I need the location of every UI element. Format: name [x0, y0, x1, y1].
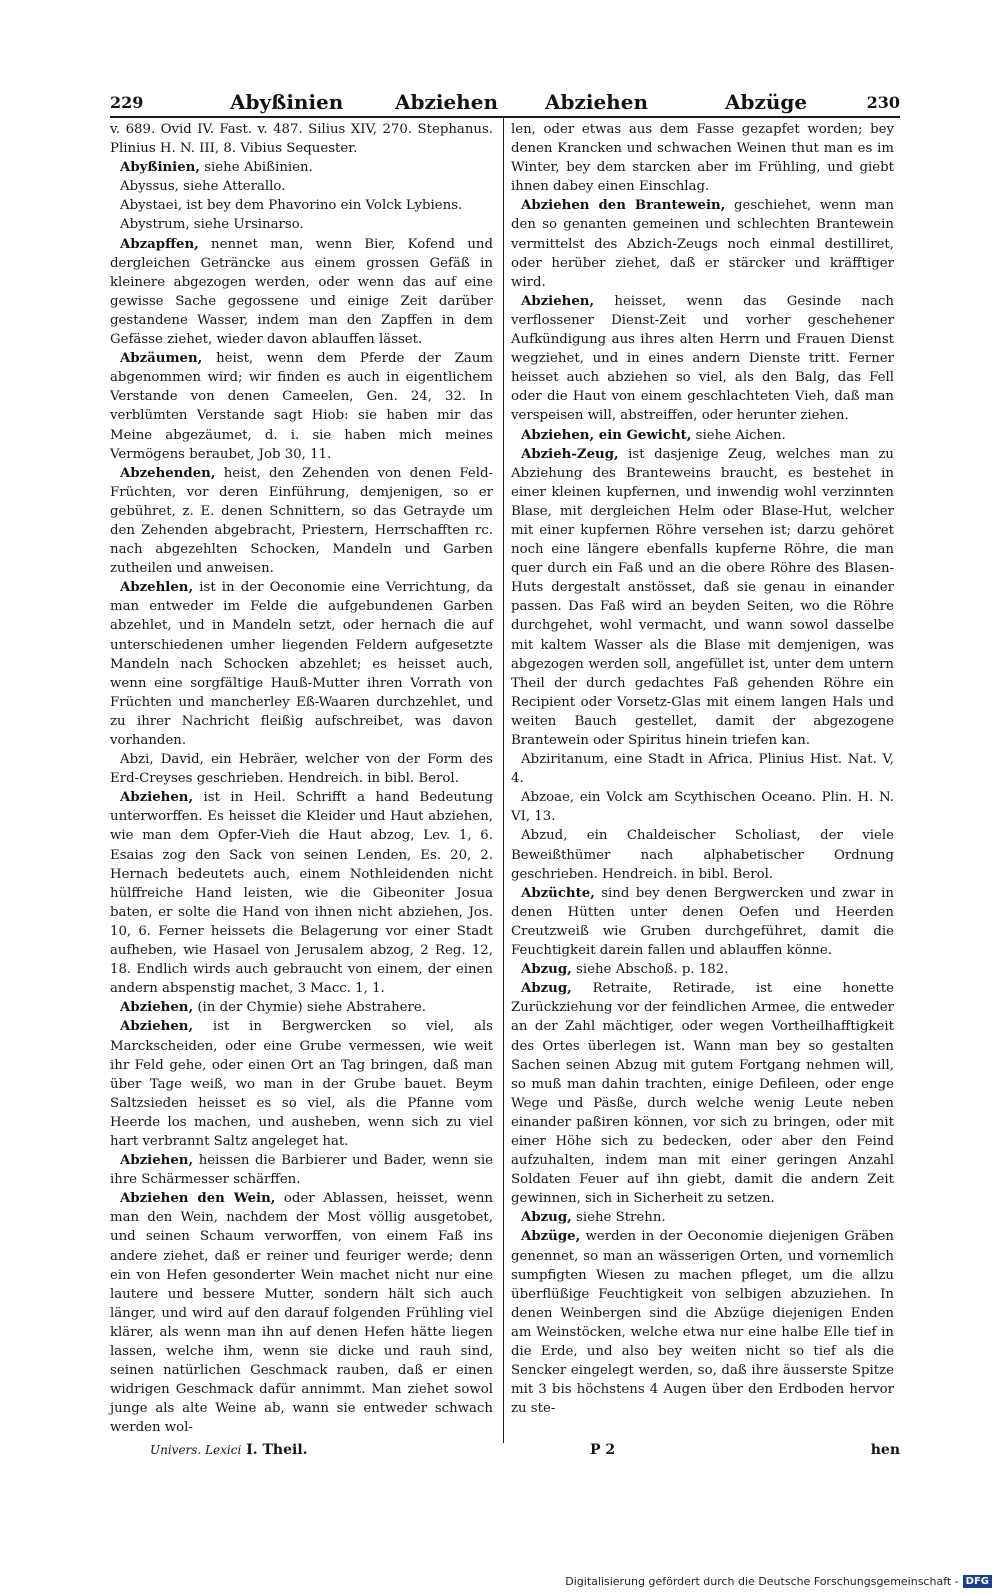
entry-paragraph — [110, 120, 493, 158]
entry-text: nennet man, wenn Bier, Kofend und dergleichen Geträncke aus einem grossen Gefäß in kleinere abgezogen werden, oder wenn das auf eine gewisse Sache gegossene und einige Zeit darüber gestandene Wasser, indem man den Zapffen in dem Gefässe ziehet, wieder davon ablauffen lässet. — [110, 236, 493, 348]
signature-italic: Univers. Lexici — [150, 1443, 242, 1457]
signature-volume: I. Theil. — [246, 1442, 308, 1458]
entry-lemma: Abzug, — [521, 981, 572, 997]
digitization-footer — [565, 1575, 992, 1588]
header-word-3: Abziehen — [545, 90, 648, 114]
entry-text: siehe Abschoß. p. 182. — [571, 962, 729, 978]
right-column — [511, 120, 894, 1418]
entry-text: heist, wenn dem Pferde der Zaum abgenommen wird; wir finden es auch in eigentlichem Verstande von denen Cameelen, Gen. 24, 32. In verblümten Verstande sagt Hiob: sie haben mir das Meine abgezäumet, d. i. sie haben mich meines Vermögens beraubet, Job 30, 11. — [110, 351, 493, 462]
entry-paragraph — [511, 788, 894, 826]
entry-paragraph — [110, 235, 493, 350]
entry-lemma: Abzehlen, — [120, 580, 194, 596]
header-word-2: Abziehen — [395, 90, 498, 114]
entry-paragraph — [511, 426, 894, 445]
entry-text: Retraite, Retirade, ist eine honette Zurückziehung vor der feindlichen Armee, die entweder an der Zahl mächtiger, oder wegen Vortheilhafftigkeit des Ortes überlegen ist. Wann man bey so gestalten Sachen seinen Abzug mit gutem Fortgang nehmen will, so muß man dahin trachten, einige Defileen, oder enge Wege und Päsße, durch welche wenig Leute neben einander paßiren können, vor sich zu bringen, oder mit einer Höhe sich zu bedecken, oder aber den Feind aufzuhalten, indem man mit einer geringen Anzahl Soldaten Feuer auf ihn giebt, damit die andern Zeit gewinnen, sich in Sicherheit zu setzen. — [511, 981, 894, 1207]
entry-text: heissen die Barbierer und Bader, wenn sie ihre Schärmesser schärffen. — [110, 1153, 493, 1188]
entry-lemma: Abzapffen, — [120, 236, 199, 252]
entry-text: ist dasjenige Zeug, welches man zu Abziehung des Branteweins braucht, es bestehet in einer kleinen kupfernen, und inwendig wohl verzinnten Blase, mit dergleichen Helm oder Blase-Hut, welcher mit einer kupfernen Röhre versehen ist; darzu gehöret noch eine längere ebenfalls kupferne Röhre, die man quer durch ein Faß und an die obere Röhre des Blasen-Huts dergestalt anstösset, daß sie genau in einander passen. Das Faß wird an beyden Seiten, wo die Röhre durchgehet, wohl vermacht, und wann sowol dasselbe mit kaltem Wasser als die Blase mit demjenigen, was abgezogen werden soll, angefüllet ist, unter dem untern Theil der durch gedachtes Faß gehenden Röhre ein Recipient oder Vorsetz-Glas mit einem langen Hals und weiten Bauch gestellet, damit der abgezogene Brantewein oder Spiritus hinein triefen kan. — [511, 446, 894, 748]
entry-text: Abystaei, ist bey dem Phavorino ein Volck Lybiens. — [120, 198, 463, 214]
entry-paragraph — [110, 1189, 493, 1437]
entry-text: ist in der Oeconomie eine Verrichtung, da man entweder im Felde die aufgebundenen Garben abzehlet, und in Mandeln setzt, oder hernach die auf unterschiedenen umher liegenden Feldern aufgesetzte Mandeln nach Schocken abzehlet; es heisset auch, wenn eine sorgfältige Hauß-Mutter ihren Vorrath von Früchten und mancherley Eß-Waaren durchzehlet, und zu ihrer Nachricht fleißig aufschreibet, was davon vorhanden. — [110, 580, 493, 748]
catchword: hen — [870, 1442, 900, 1458]
entry-text: Abyssus, siehe Atterallo. — [120, 179, 286, 195]
left-column — [110, 120, 493, 1437]
entry-lemma: Abziehen, — [120, 1019, 194, 1035]
entry-text: Abzud, ein Chaldeischer Scholiast, der viele Beweißthümer nach alphabetischer Ordnung geschrieben. Hendreich. in bibl. Berol. — [511, 828, 894, 882]
entry-text: werden in der Oeconomie diejenigen Gräben genennet, so man an wässerigen Orten, und vornemlich sumpfigten Wiesen zu machen pfleget, um die allzu überflüßige Feuchtigkeit von selbigen abzuziehen. In denen Weinbergen sind die Abzüge diejenigen Enden am Weinstöcken, welche etwa nur eine halbe Elle tief in die Erde, und also bey weiten nicht so tief als die Sencker eingelegt werden, so, daß ihre äusserste Spitze mit 3 bis höchstens 4 Augen über den Erdboden hervor zu ste- — [511, 1229, 894, 1417]
entry-paragraph — [110, 1151, 493, 1189]
volume-signature — [150, 1442, 308, 1458]
entry-text: Abziritanum, eine Stadt in Africa. Plinius Hist. Nat. V, 4. — [511, 752, 894, 787]
entry-paragraph — [110, 750, 493, 788]
entry-paragraph — [110, 215, 493, 234]
entry-text: ist in Bergwercken so viel, als Marckscheiden, oder eine Grube vermessen, wie weit ihr Feld gehe, oder einen Ort an Tag bringen, daß man über Tage weiß, wo man in der Grube bauet. Beym Saltzsieden heisset es so viel, als die Pfanne vom Heerde los machen, und ausheben, wenn sich zu viel hart verbrannt Saltz angeleget hat. — [110, 1019, 493, 1149]
entry-lemma: Abziehen den Brantewein, — [521, 198, 726, 214]
entry-lemma: Abziehen den Wein, — [120, 1191, 276, 1207]
entry-lemma: Abziehen, — [120, 1153, 194, 1169]
entry-text: Abzoae, ein Volck am Scythischen Oceano. Plin. H. N. VI, 13. — [511, 790, 894, 825]
entry-paragraph — [511, 445, 894, 751]
running-header — [110, 88, 900, 118]
entry-paragraph — [511, 960, 894, 979]
entry-lemma: Abzäumen, — [120, 351, 203, 367]
entry-lemma: Abziehen, — [521, 293, 595, 309]
signature-mark: P 2 — [590, 1442, 616, 1458]
entry-text: siehe Abißinien. — [199, 160, 313, 176]
entry-paragraph — [511, 884, 894, 960]
entry-text: Abzi, David, ein Hebräer, welcher von der Form des Erd-Creyses geschrieben. Hendreich. in bibl. Berol. — [110, 752, 493, 787]
entry-lemma: Abzüchte, — [521, 885, 595, 901]
entry-paragraph — [511, 120, 894, 196]
entry-paragraph — [110, 158, 493, 177]
entry-lemma: Abziehen, — [120, 790, 194, 806]
entry-paragraph — [511, 979, 894, 1208]
entry-lemma: Abyßinien, — [120, 160, 200, 176]
dfg-logo: DFG — [963, 1575, 992, 1588]
header-word-4: Abzüge — [725, 90, 808, 114]
entry-paragraph — [511, 292, 894, 426]
entry-text: Abystrum, siehe Ursinarso. — [120, 217, 304, 233]
entry-lemma: Abzug, — [521, 1210, 572, 1226]
entry-text: ist in Heil. Schrifft a hand Bedeutung unterworffen. Es heisset die Kleider und Haut abziehen, wie man dem Opfer-Vieh die Haut abzog, Lev. 1, 6. Esaias zog den Sack von seinen Lenden, Es. 20, 2. Hernach bedeutets auch, einem Nothleidenden nicht hülffreiche Hand leisten, wie die Gibeoniter Josua baten, er solte die Hand von ihnen nicht abziehen, Jos. 10, 6. Ferner heissets die Belagerung vor einer Stadt aufheben, wie Hasael von Jerusalem abzog, 2 Reg. 12, 18. Endlich wirds auch gebraucht von einem, der einen andern abspenstig machet, 3 Macc. 1, 1. — [110, 790, 493, 997]
entry-paragraph — [110, 578, 493, 750]
entry-paragraph — [110, 349, 493, 464]
entry-paragraph — [110, 998, 493, 1017]
entry-lemma: Abzüge, — [521, 1229, 581, 1245]
entry-paragraph — [511, 750, 894, 788]
entry-lemma: Abziehen, ein Gewicht, — [521, 427, 692, 443]
entry-paragraph — [110, 464, 493, 579]
entry-text: siehe Aichen. — [691, 427, 786, 443]
entry-paragraph — [511, 1208, 894, 1227]
entry-lemma: Abzug, — [521, 962, 572, 978]
entry-text: len, oder etwas aus dem Fasse gezapfet worden; bey denen Krancken und schwachen Weinen thut man es im Winter, bey dem starcken aber im Frühling, und giebt ihnen dabey einen Einschlag. — [511, 122, 894, 195]
column-divider — [503, 118, 504, 1443]
header-word-1: Abyßinien — [230, 90, 344, 114]
entry-lemma: Abzieh-Zeug, — [521, 446, 619, 462]
entry-text: siehe Strehn. — [571, 1210, 666, 1226]
entry-paragraph — [110, 1017, 493, 1151]
document-page — [110, 88, 900, 1468]
footer-text: Digitalisierung gefördert durch die Deutsche Forschungsgemeinschaft - — [565, 1575, 959, 1588]
entry-text: sind bey denen Bergwercken und zwar in denen Hütten unter denen Oefen und Heerden Creutzweiß wie Gruben durchgeführet, damit die Feuchtigkeit darein fallen und ablauffen könne. — [511, 885, 894, 959]
entry-paragraph — [110, 788, 493, 998]
entry-text: (in der Chymie) siehe Abstrahere. — [193, 1000, 426, 1016]
page-number-right: 230 — [866, 93, 900, 112]
page-number-left: 229 — [110, 93, 144, 112]
entry-text: v. 689. Ovid IV. Fast. v. 487. Silius XIV, 270. Stephanus. Plinius H. N. III, 8. Vibius Sequester. — [110, 122, 493, 157]
entry-paragraph — [110, 177, 493, 196]
entry-paragraph — [511, 196, 894, 291]
entry-text: oder Ablassen, heisset, wenn man den Wein, nachdem der Most völlig ausgetobet, und seinen Schaum verworffen, von einem Faß ins andere ziehet, daß er reiner und feuriger werde; denn ein von Hefen gesonderter Wein machet nicht nur eine lautere und bessere Mutter, sondern hält sich auch länger, und wird auf den darauf folgenden Frühling viel klärer, als wenn man ihn auf denen Hefen hätte liegen lassen, welche ihm, wenn sie dicke und rauh sind, seinen natürlichen Geschmack rauben, daß er einen widrigen Geschmack dafür annimmt. Man ziehet sowol junge als alte Weine ab, wann sie entweder schwach werden wol- — [110, 1191, 493, 1436]
entry-lemma: Abzehenden, — [120, 465, 216, 481]
entry-paragraph — [511, 826, 894, 883]
entry-paragraph — [511, 1227, 894, 1418]
entry-paragraph — [110, 196, 493, 215]
entry-text: heisset, wenn das Gesinde nach verflossener Dienst-Zeit und vorher geschehener Aufkündigung aus ihres alten Herrn und Frauen Dienst wegziehet, und in eines andern Dienste tritt. Ferner heisset auch abziehen so viel, als den Balg, das Fell oder die Haut von einem geschlachteten Vieh, daß man verspeisen will, abstreiffen, oder herunter ziehen. — [511, 293, 894, 424]
entry-text: heist, den Zehenden von denen Feld-Früchten, vor deren Einführung, demjenigen, so er gebühret, z. E. denen Schnittern, so das Getrayde um den Zehenden abgebracht, Priestern, Herrschafften rc. nach abgezehlten Schocken, Mandeln und Garben zutheilen und anweisen. — [110, 465, 493, 577]
entry-text: geschiehet, wenn man den so genanten gemeinen und schlechten Brantewein vermittelst des Abzich-Zeugs noch einmal destilliret, oder herüber ziehet, daß er stärcker und kräfftiger wird. — [511, 198, 894, 290]
entry-lemma: Abziehen, — [120, 1000, 194, 1016]
